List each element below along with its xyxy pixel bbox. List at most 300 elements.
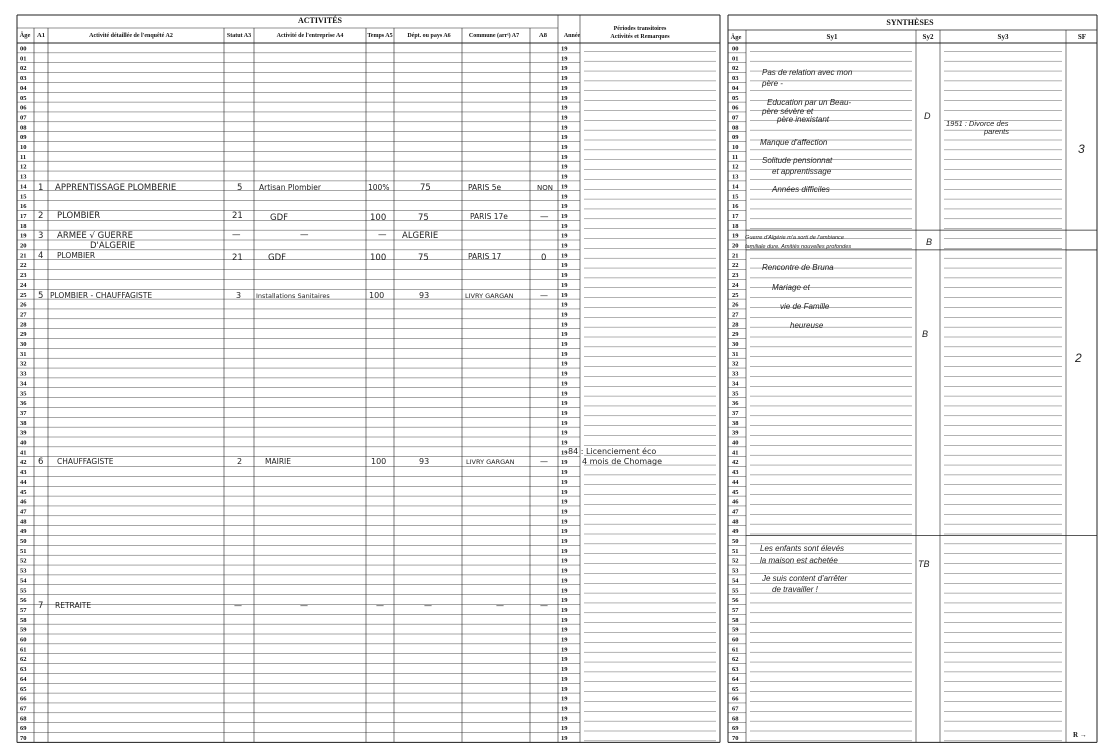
sy1-line: père - <box>762 79 783 88</box>
activity-row-age-14 <box>38 183 553 193</box>
year-prefix: 19 <box>561 262 568 270</box>
a4-cell: GDF <box>270 213 289 223</box>
syn-age-label: 63 <box>732 666 739 674</box>
age-label: 04 <box>20 84 27 92</box>
a2-cell: D'ALGERIE <box>90 241 136 251</box>
sy1-line: Mariage et <box>772 283 810 292</box>
year-prefix: 19 <box>561 153 568 161</box>
syn-age-label: 65 <box>732 685 739 693</box>
a5-cell: 100% <box>368 183 390 192</box>
a5-cell: 100 <box>370 253 387 263</box>
year-prefix: 19 <box>561 685 568 693</box>
age-label: 46 <box>20 498 27 506</box>
col-a1-header: A1 <box>37 32 45 39</box>
syn-age-label: 59 <box>732 626 739 634</box>
sy1-block-retirement <box>760 544 847 594</box>
a8-cell: NON <box>537 184 553 192</box>
age-label: 38 <box>20 419 27 427</box>
a8-cell: — <box>540 212 549 222</box>
year-prefix: 19 <box>561 311 568 319</box>
a7-cell: LIVRY GARGAN <box>466 458 515 466</box>
syn-age-label: 26 <box>732 301 739 309</box>
year-prefix: 19 <box>561 75 568 83</box>
year-prefix: 19 <box>561 104 568 112</box>
syn-age-label: 53 <box>732 567 739 575</box>
year-prefix: 19 <box>561 735 568 742</box>
a4-cell: — <box>300 230 309 240</box>
age-label: 59 <box>20 626 27 634</box>
age-label: 63 <box>20 666 27 674</box>
a1-cell: 4 <box>38 251 44 261</box>
sy1-algerie-line2: familiale dure. Amitiés nouvelles profondes <box>745 244 852 250</box>
a2-cell: RETRAITE <box>55 601 92 610</box>
age-label: 42 <box>20 459 27 467</box>
a3-cell: 5 <box>237 183 243 193</box>
age-label: 28 <box>20 321 27 329</box>
year-prefix: 19 <box>561 281 568 289</box>
activity-row-age-17 <box>38 211 549 223</box>
a6-cell: 93 <box>419 291 430 300</box>
age-label: 36 <box>20 400 27 408</box>
syn-age-label: 27 <box>732 311 739 319</box>
form-grid <box>17 15 1097 742</box>
year-prefix: 19 <box>561 518 568 526</box>
a5-cell: — <box>376 601 384 610</box>
sy1-line: heureuse <box>790 321 824 330</box>
age-label: 70 <box>20 735 27 742</box>
age-label: 15 <box>20 193 27 201</box>
a2-cell: PLOMBIER <box>57 251 96 260</box>
a8-cell: — <box>540 601 548 610</box>
year-prefix: 19 <box>561 291 568 299</box>
year-prefix: 19 <box>561 715 568 723</box>
sy1-block-childhood <box>760 68 853 194</box>
syn-age-label: 33 <box>732 370 739 378</box>
age-label: 25 <box>20 291 27 299</box>
age-label: 45 <box>20 488 27 496</box>
remark-chomage: 4 mois de Chomage <box>582 457 663 466</box>
syn-age-label: 13 <box>732 173 739 181</box>
syn-age-label: 44 <box>732 478 739 486</box>
age-label: 11 <box>20 153 27 161</box>
syn-age-label: 20 <box>732 242 739 250</box>
a4-cell: Installations Sanitaires <box>256 292 330 300</box>
age-label: 60 <box>20 636 27 644</box>
col-sy2-header: Sy2 <box>922 33 934 41</box>
sy1-block-marriage <box>762 263 834 330</box>
age-label: 17 <box>20 212 27 220</box>
syn-age-label: 66 <box>732 695 739 703</box>
syntheses-title: SYNTHÈSES <box>886 18 934 27</box>
sy1-line: la maison est achetée <box>760 556 838 565</box>
age-label: 68 <box>20 715 27 723</box>
syn-age-label: 38 <box>732 419 739 427</box>
age-label: 55 <box>20 587 27 595</box>
year-prefix: 19 <box>561 341 568 348</box>
year-prefix: 19 <box>561 193 568 201</box>
age-label: 53 <box>20 567 27 575</box>
col-a7-header: Commune (arrᵗ) A7 <box>468 33 520 39</box>
year-prefix: 19 <box>561 114 568 122</box>
sy1-line: Pas de relation avec mon <box>762 68 853 77</box>
footer-mark: R → <box>1073 731 1087 739</box>
age-label: 69 <box>20 725 27 733</box>
periodes-title: Périodes transitoires <box>613 26 667 32</box>
a3-cell: 2 <box>237 457 243 466</box>
periodes-subtitle: Activités et Remarques <box>610 34 670 40</box>
year-prefix: 19 <box>561 272 568 280</box>
sy2-value-b-1: B <box>926 237 933 247</box>
a6-cell: 75 <box>418 213 429 223</box>
a7-cell: PARIS 5e <box>468 183 502 192</box>
age-label: 48 <box>20 518 27 526</box>
syn-age-label: 57 <box>732 606 739 614</box>
a3-cell: — <box>232 230 241 240</box>
syn-age-label: 42 <box>732 459 739 467</box>
age-label: 13 <box>20 173 27 181</box>
a2-cell: APPRENTISSAGE PLOMBERIE <box>55 183 177 193</box>
col-a6-header: Dépt. ou pays A6 <box>407 33 451 39</box>
a6-cell: 93 <box>419 457 430 466</box>
year-prefix: 19 <box>561 597 568 605</box>
a6-cell: 75 <box>420 183 431 193</box>
sy1-line: et apprentissage <box>772 167 832 176</box>
syn-age-label: 35 <box>732 390 739 398</box>
year-prefix: 19 <box>561 45 568 53</box>
year-prefix: 19 <box>561 331 568 339</box>
age-label: 43 <box>20 469 27 477</box>
sy1-line: Rencontre de Bruna <box>762 263 834 272</box>
syn-age-label: 11 <box>732 153 739 161</box>
syn-age-label: 28 <box>732 321 739 329</box>
sy3-divorce-line1: 1951 : Divorce des <box>946 119 1009 128</box>
year-prefix: 19 <box>561 419 568 427</box>
age-label: 39 <box>20 429 27 437</box>
year-prefix: 19 <box>561 380 568 388</box>
col-a8-header: A8 <box>539 32 547 39</box>
syn-col-age-header: Âge <box>730 34 742 41</box>
a4-cell: MAIRIE <box>265 457 291 466</box>
syn-age-label: 32 <box>732 360 739 368</box>
year-prefix: 19 <box>561 390 568 398</box>
age-label: 20 <box>20 242 27 250</box>
age-label: 61 <box>20 646 27 654</box>
a4-cell: GDF <box>268 253 287 263</box>
remark-licenciement: 84 : Licenciement éco <box>568 447 657 456</box>
col-sy3-header: Sy3 <box>997 33 1009 41</box>
syn-age-label: 17 <box>732 212 739 220</box>
year-prefix: 19 <box>561 439 568 447</box>
year-prefix: 19 <box>561 656 568 664</box>
year-prefix: 19 <box>561 173 568 181</box>
activity-row-age-25 <box>38 291 548 301</box>
year-prefix: 19 <box>561 134 568 142</box>
year-prefix: 19 <box>561 538 568 545</box>
age-label: 30 <box>20 341 27 348</box>
col-sy1-header: Sy1 <box>826 33 838 41</box>
year-prefix: 19 <box>561 301 568 309</box>
year-prefix: 19 <box>561 557 568 565</box>
year-prefix: 19 <box>561 55 568 63</box>
year-prefix: 19 <box>561 449 568 457</box>
age-label: 44 <box>20 478 27 486</box>
a7-cell: — <box>496 601 504 610</box>
a5-cell: — <box>378 230 387 240</box>
syn-age-label: 16 <box>732 203 739 211</box>
syn-age-label: 06 <box>732 104 739 112</box>
age-label: 35 <box>20 390 27 398</box>
year-prefix: 19 <box>561 409 568 417</box>
sy1-line: Les enfants sont élevés <box>760 544 845 553</box>
year-prefix: 19 <box>561 695 568 703</box>
age-label: 66 <box>20 695 27 703</box>
age-label: 26 <box>20 301 27 309</box>
syn-age-label: 67 <box>732 705 739 713</box>
syn-age-label: 51 <box>732 547 739 555</box>
syn-age-label: 19 <box>732 232 739 240</box>
syn-age-label: 34 <box>732 380 739 388</box>
a2-cell: PLOMBIER <box>57 211 101 221</box>
age-label: 37 <box>20 409 27 417</box>
a7-cell: PARIS 17e <box>470 212 508 221</box>
age-label: 27 <box>20 311 27 319</box>
year-prefix: 19 <box>561 232 568 240</box>
a8-cell: 0 <box>541 253 547 263</box>
year-prefix: 19 <box>561 144 568 151</box>
age-label: 40 <box>20 439 27 447</box>
a2-cell: PLOMBIER - CHAUFFAGISTE <box>50 291 153 300</box>
age-label: 65 <box>20 685 27 693</box>
year-prefix: 19 <box>561 705 568 713</box>
syn-age-label: 56 <box>732 597 739 605</box>
sy1-line: Années difficiles <box>772 185 830 194</box>
a7-cell: LIVRY GARGAN <box>465 292 514 300</box>
sy1-line: père sévère et <box>762 107 814 116</box>
syn-age-label: 61 <box>732 646 739 654</box>
syn-age-label: 50 <box>732 538 739 545</box>
age-label: 41 <box>20 449 27 457</box>
a4-cell: Artisan Plombier <box>259 183 321 192</box>
year-prefix: 19 <box>561 675 568 683</box>
a8-cell: — <box>540 291 548 300</box>
a2-cell: ARMEE √ GUERRE <box>57 231 133 241</box>
a1-cell: 2 <box>38 211 44 221</box>
syn-age-label: 10 <box>732 144 739 151</box>
syn-age-label: 40 <box>732 439 739 447</box>
year-prefix: 19 <box>561 350 568 358</box>
age-label: 58 <box>20 616 27 624</box>
age-label: 56 <box>20 597 27 605</box>
year-prefix: 19 <box>561 577 568 585</box>
syn-age-label: 68 <box>732 715 739 723</box>
sy1-algerie-line1: Guerre d'Algérie m'a sorti de l'ambiance <box>745 235 844 241</box>
year-prefix: 19 <box>561 725 568 733</box>
age-label: 08 <box>20 124 27 132</box>
syn-age-label: 70 <box>732 735 739 742</box>
sy1-line: Je suis content d'arrêter <box>762 574 848 583</box>
sy1-line: père inexistant <box>777 115 830 124</box>
syn-age-label: 31 <box>732 350 739 358</box>
activity-row-age-19 <box>38 230 438 241</box>
syn-age-label: 48 <box>732 518 739 526</box>
syn-age-label: 09 <box>732 134 739 142</box>
year-prefix: 19 <box>561 183 568 191</box>
age-label: 54 <box>20 577 27 585</box>
age-label: 57 <box>20 606 27 614</box>
syn-age-label: 08 <box>732 124 739 132</box>
year-prefix: 19 <box>561 508 568 516</box>
syn-age-label: 41 <box>732 449 739 457</box>
syn-age-label: 24 <box>732 281 739 289</box>
age-label: 31 <box>20 350 27 358</box>
a2-cell: CHAUFFAGISTE <box>57 457 114 466</box>
year-prefix: 19 <box>561 666 568 674</box>
year-prefix: 19 <box>561 469 568 477</box>
activity-row-age-57 <box>38 601 548 611</box>
col-a4-header: Activité de l'entreprise A4 <box>276 33 344 39</box>
age-label: 49 <box>20 528 27 536</box>
year-prefix: 19 <box>561 567 568 575</box>
year-prefix: 19 <box>561 242 568 250</box>
year-prefix: 19 <box>561 65 568 73</box>
a7-cell: PARIS 17 <box>468 252 502 261</box>
a1-cell: 3 <box>38 231 44 241</box>
age-label: 10 <box>20 144 27 151</box>
age-label: 01 <box>20 55 27 63</box>
age-label: 21 <box>20 252 27 260</box>
year-prefix: 19 <box>561 252 568 260</box>
age-label: 00 <box>20 45 27 53</box>
syn-age-label: 22 <box>732 262 739 270</box>
year-prefix: 19 <box>561 212 568 220</box>
sy1-line: Manque d'affection <box>760 138 828 147</box>
year-prefix: 19 <box>561 203 568 211</box>
syn-age-label: 12 <box>732 163 739 171</box>
year-prefix: 19 <box>561 547 568 555</box>
age-label: 32 <box>20 360 27 368</box>
a6-cell: ALGERIE <box>402 231 439 241</box>
age-label: 23 <box>20 272 27 280</box>
age-label: 19 <box>20 232 27 240</box>
year-prefix: 19 <box>561 429 568 437</box>
col-a2-header: Activité détaillée de l'enquêté A2 <box>89 33 173 39</box>
a5-cell: 100 <box>371 457 387 466</box>
syn-age-label: 49 <box>732 528 739 536</box>
age-label: 07 <box>20 114 27 122</box>
syn-age-label: 55 <box>732 587 739 595</box>
age-label: 67 <box>20 705 27 713</box>
syn-age-label: 43 <box>732 469 739 477</box>
sy1-line: Education par un Beau- <box>767 98 852 107</box>
year-prefix: 19 <box>561 498 568 506</box>
syn-age-label: 62 <box>732 656 739 664</box>
syn-age-label: 15 <box>732 193 739 201</box>
year-prefix: 19 <box>561 636 568 644</box>
age-label: 18 <box>20 222 27 230</box>
a5-cell: 100 <box>369 291 385 300</box>
syn-age-label: 04 <box>732 84 739 92</box>
activity-row-age-42 <box>38 457 548 467</box>
col-a5-header: Temps A5 <box>367 33 393 39</box>
a3-cell: — <box>234 601 242 610</box>
activity-row-age-21 <box>38 251 546 263</box>
syn-age-label: 29 <box>732 331 739 339</box>
sy1-line: vie de Famille <box>780 302 830 311</box>
age-label: 05 <box>20 94 27 102</box>
a3-cell: 21 <box>232 253 243 263</box>
year-prefix: 19 <box>561 616 568 624</box>
year-prefix: 19 <box>561 222 568 230</box>
sy2-value-d: D <box>924 111 931 121</box>
syn-age-label: 00 <box>732 45 739 53</box>
syn-age-label: 69 <box>732 725 739 733</box>
year-prefix: 19 <box>561 528 568 536</box>
sf-value-3: 3 <box>1078 142 1085 156</box>
age-label: 12 <box>20 163 27 171</box>
syn-age-label: 52 <box>732 557 739 565</box>
a6-cell: 75 <box>418 253 429 263</box>
syn-age-label: 30 <box>732 341 739 348</box>
sy1-line: de travailler ! <box>772 585 818 594</box>
syn-age-label: 02 <box>732 65 739 73</box>
col-age-header: Âge <box>19 32 31 39</box>
year-prefix: 19 <box>561 124 568 132</box>
year-prefix: 19 <box>561 84 568 92</box>
syn-age-label: 03 <box>732 75 739 83</box>
sf-value-2: 2 <box>1075 351 1082 365</box>
syn-age-label: 54 <box>732 577 739 585</box>
syn-age-label: 46 <box>732 498 739 506</box>
col-sf-header: SF <box>1077 33 1087 41</box>
year-prefix: 19 <box>561 478 568 486</box>
year-prefix: 19 <box>561 370 568 378</box>
age-label: 51 <box>20 547 27 555</box>
syn-age-label: 37 <box>732 409 739 417</box>
year-prefix: 19 <box>561 626 568 634</box>
syn-age-label: 64 <box>732 675 739 683</box>
age-label: 50 <box>20 538 27 545</box>
col-a3-header: Statut A3 <box>226 33 252 39</box>
year-prefix: 19 <box>561 606 568 614</box>
year-prefix: 19 <box>561 321 568 329</box>
year-prefix: 19 <box>561 488 568 496</box>
age-label: 33 <box>20 370 27 378</box>
age-label: 47 <box>20 508 27 516</box>
age-label: 52 <box>20 557 27 565</box>
year-prefix: 19 <box>561 459 568 467</box>
syn-age-label: 45 <box>732 488 739 496</box>
a8-cell: — <box>540 457 548 466</box>
age-label: 22 <box>20 262 27 270</box>
syn-age-label: 36 <box>732 400 739 408</box>
age-label: 09 <box>20 134 27 142</box>
syn-age-label: 21 <box>732 252 739 260</box>
age-label: 64 <box>20 675 27 683</box>
a4-cell: — <box>300 601 308 610</box>
a1-cell: 6 <box>38 457 44 467</box>
a3-cell: 21 <box>232 211 243 221</box>
age-label: 02 <box>20 65 27 73</box>
col-annee-header: Année <box>563 33 581 39</box>
sy2-value-b-2: B <box>922 329 929 339</box>
a1-cell: 1 <box>38 183 44 193</box>
syn-age-label: 01 <box>732 55 739 63</box>
syn-age-label: 60 <box>732 636 739 644</box>
syn-age-label: 39 <box>732 429 739 437</box>
syn-age-label: 58 <box>732 616 739 624</box>
a3-cell: 3 <box>236 291 242 300</box>
a6-cell: — <box>424 601 432 610</box>
